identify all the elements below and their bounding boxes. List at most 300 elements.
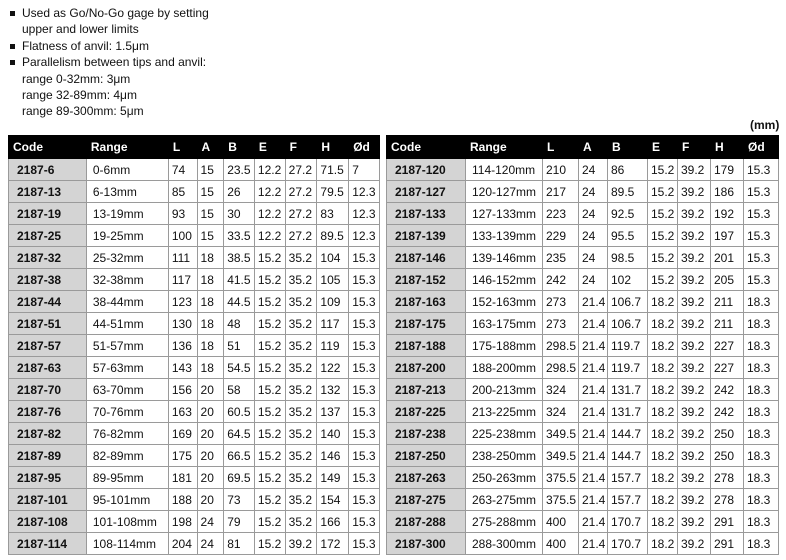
cell-f: 39.2	[678, 181, 711, 203]
cell-e: 15.2	[254, 313, 285, 335]
cell-od: 15.3	[349, 247, 380, 269]
cell-f: 39.2	[678, 511, 711, 533]
cell-od: 7	[349, 159, 380, 181]
cell-code: 2187-38	[9, 269, 87, 291]
cell-od: 15.3	[744, 247, 779, 269]
cell-od: 18.3	[744, 335, 779, 357]
cell-range: 63-70mm	[86, 379, 168, 401]
col-header-a: A	[579, 136, 608, 159]
cell-a: 18	[197, 269, 224, 291]
cell-range: 225-238mm	[466, 423, 543, 445]
cell-h: 122	[317, 357, 349, 379]
col-header-range: Range	[86, 136, 168, 159]
cell-e: 15.2	[254, 291, 285, 313]
cell-b: 33.5	[224, 225, 255, 247]
cell-b: 119.7	[608, 335, 648, 357]
cell-b: 79	[224, 511, 255, 533]
cell-b: 73	[224, 489, 255, 511]
cell-e: 18.2	[648, 291, 678, 313]
cell-f: 39.2	[678, 247, 711, 269]
cell-h: 149	[317, 467, 349, 489]
table-row	[387, 313, 779, 335]
cell-l: 349.5	[543, 445, 579, 467]
cell-range: 89-95mm	[86, 467, 168, 489]
cell-code: 2187-19	[9, 203, 87, 225]
bullet-icon	[10, 11, 15, 16]
cell-code: 2187-114	[9, 533, 87, 555]
cell-od: 18.3	[744, 489, 779, 511]
cell-code: 2187-13	[9, 181, 87, 203]
cell-h: 154	[317, 489, 349, 511]
cell-od: 18.3	[744, 511, 779, 533]
cell-code: 2187-225	[387, 401, 466, 423]
cell-od: 12.3	[349, 225, 380, 247]
cell-l: 130	[168, 313, 197, 335]
cell-e: 18.2	[648, 379, 678, 401]
cell-l: 74	[168, 159, 197, 181]
cell-f: 39.2	[678, 445, 711, 467]
cell-b: 26	[224, 181, 255, 203]
cell-code: 2187-51	[9, 313, 87, 335]
cell-b: 95.5	[608, 225, 648, 247]
cell-range: 114-120mm	[466, 159, 543, 181]
cell-f: 35.2	[285, 511, 317, 533]
cell-b: 66.5	[224, 445, 255, 467]
cell-f: 39.2	[678, 335, 711, 357]
cell-l: 242	[543, 269, 579, 291]
cell-range: 146-152mm	[466, 269, 543, 291]
cell-code: 2187-139	[387, 225, 466, 247]
table-row	[9, 159, 380, 181]
note-line: Parallelism between tips and anvil:	[22, 55, 207, 70]
cell-od: 18.3	[744, 467, 779, 489]
cell-od: 15.3	[349, 533, 380, 555]
cell-f: 39.2	[678, 489, 711, 511]
table-row	[387, 291, 779, 313]
cell-code: 2187-250	[387, 445, 466, 467]
cell-od: 15.3	[744, 181, 779, 203]
table-row	[9, 181, 380, 203]
cell-l: 123	[168, 291, 197, 313]
cell-f: 35.2	[285, 291, 317, 313]
cell-f: 35.2	[285, 335, 317, 357]
col-header-l: L	[543, 136, 579, 159]
cell-a: 18	[197, 291, 224, 313]
cell-e: 12.2	[254, 225, 285, 247]
cell-od: 15.3	[349, 423, 380, 445]
cell-b: 54.5	[224, 357, 255, 379]
cell-e: 15.2	[648, 181, 678, 203]
cell-e: 12.2	[254, 181, 285, 203]
cell-h: 291	[711, 533, 744, 555]
note-line: range 89-300mm: 5μm	[22, 104, 144, 119]
note-line: upper and lower limits	[22, 22, 139, 37]
cell-b: 119.7	[608, 357, 648, 379]
cell-od: 12.3	[349, 203, 380, 225]
cell-f: 35.2	[285, 445, 317, 467]
cell-range: 101-108mm	[86, 511, 168, 533]
cell-b: 92.5	[608, 203, 648, 225]
cell-l: 273	[543, 313, 579, 335]
unit-label: (mm)	[750, 118, 780, 132]
cell-code: 2187-101	[9, 489, 87, 511]
cell-b: 58	[224, 379, 255, 401]
cell-a: 21.4	[579, 379, 608, 401]
table-row	[387, 379, 779, 401]
cell-code: 2187-127	[387, 181, 466, 203]
cell-a: 21.4	[579, 489, 608, 511]
cell-e: 15.2	[254, 533, 285, 555]
cell-code: 2187-108	[9, 511, 87, 533]
table-row	[9, 445, 380, 467]
cell-b: 48	[224, 313, 255, 335]
cell-l: 156	[168, 379, 197, 401]
cell-b: 131.7	[608, 379, 648, 401]
col-header-e: E	[648, 136, 678, 159]
cell-f: 35.2	[285, 467, 317, 489]
col-header-od: Ød	[349, 136, 380, 159]
cell-od: 18.3	[744, 401, 779, 423]
cell-h: 172	[317, 533, 349, 555]
cell-range: 152-163mm	[466, 291, 543, 313]
table-row	[9, 269, 380, 291]
cell-l: 188	[168, 489, 197, 511]
cell-l: 143	[168, 357, 197, 379]
cell-h: 119	[317, 335, 349, 357]
cell-e: 15.2	[254, 423, 285, 445]
cell-l: 229	[543, 225, 579, 247]
cell-od: 15.3	[349, 269, 380, 291]
table-row	[9, 489, 380, 511]
table-row	[387, 467, 779, 489]
cell-b: 69.5	[224, 467, 255, 489]
col-header-l: L	[168, 136, 197, 159]
cell-l: 163	[168, 401, 197, 423]
cell-range: 95-101mm	[86, 489, 168, 511]
cell-e: 15.2	[254, 269, 285, 291]
bullet-icon	[10, 44, 15, 49]
cell-code: 2187-70	[9, 379, 87, 401]
table-row	[387, 203, 779, 225]
cell-od: 18.3	[744, 379, 779, 401]
cell-l: 400	[543, 533, 579, 555]
cell-a: 21.4	[579, 533, 608, 555]
cell-a: 21.4	[579, 423, 608, 445]
cell-b: 89.5	[608, 181, 648, 203]
cell-b: 157.7	[608, 489, 648, 511]
cell-od: 18.3	[744, 445, 779, 467]
cell-od: 15.3	[349, 445, 380, 467]
cell-f: 35.2	[285, 489, 317, 511]
cell-a: 24	[579, 269, 608, 291]
spec-table-right	[386, 135, 779, 555]
cell-l: 181	[168, 467, 197, 489]
cell-l: 349.5	[543, 423, 579, 445]
cell-range: 127-133mm	[466, 203, 543, 225]
cell-l: 375.5	[543, 489, 579, 511]
col-header-b: B	[224, 136, 255, 159]
cell-b: 44.5	[224, 291, 255, 313]
cell-b: 131.7	[608, 401, 648, 423]
col-header-code: Code	[9, 136, 87, 159]
cell-code: 2187-25	[9, 225, 87, 247]
cell-f: 35.2	[285, 269, 317, 291]
cell-e: 18.2	[648, 533, 678, 555]
cell-a: 24	[579, 247, 608, 269]
cell-l: 210	[543, 159, 579, 181]
cell-f: 35.2	[285, 313, 317, 335]
bullet-icon	[10, 60, 15, 65]
cell-a: 21.4	[579, 445, 608, 467]
cell-code: 2187-163	[387, 291, 466, 313]
table-row	[387, 511, 779, 533]
col-header-h: H	[317, 136, 349, 159]
table-row	[387, 445, 779, 467]
note-line: Flatness of anvil: 1.5μm	[22, 38, 149, 53]
cell-b: 60.5	[224, 401, 255, 423]
cell-b: 41.5	[224, 269, 255, 291]
cell-h: 83	[317, 203, 349, 225]
cell-a: 24	[579, 203, 608, 225]
cell-od: 18.3	[744, 313, 779, 335]
cell-e: 18.2	[648, 401, 678, 423]
table-row	[387, 489, 779, 511]
cell-a: 24	[579, 225, 608, 247]
table-row	[387, 181, 779, 203]
cell-h: 201	[711, 247, 744, 269]
cell-h: 89.5	[317, 225, 349, 247]
cell-code: 2187-6	[9, 159, 87, 181]
note-item-go-nogo	[8, 5, 209, 38]
cell-l: 169	[168, 423, 197, 445]
cell-b: 144.7	[608, 423, 648, 445]
table-row	[387, 401, 779, 423]
cell-a: 18	[197, 357, 224, 379]
cell-l: 217	[543, 181, 579, 203]
cell-range: 250-263mm	[466, 467, 543, 489]
table-row	[9, 511, 380, 533]
cell-code: 2187-213	[387, 379, 466, 401]
cell-h: 104	[317, 247, 349, 269]
cell-e: 15.2	[648, 269, 678, 291]
cell-h: 117	[317, 313, 349, 335]
cell-code: 2187-32	[9, 247, 87, 269]
cell-code: 2187-57	[9, 335, 87, 357]
cell-b: 106.7	[608, 291, 648, 313]
table-row	[9, 379, 380, 401]
table-row	[9, 313, 380, 335]
cell-od: 18.3	[744, 291, 779, 313]
cell-range: 57-63mm	[86, 357, 168, 379]
cell-code: 2187-300	[387, 533, 466, 555]
cell-a: 21.4	[579, 291, 608, 313]
cell-code: 2187-238	[387, 423, 466, 445]
cell-od: 15.3	[349, 511, 380, 533]
cell-h: 211	[711, 291, 744, 313]
cell-l: 324	[543, 379, 579, 401]
cell-l: 298.5	[543, 335, 579, 357]
cell-a: 18	[197, 335, 224, 357]
cell-e: 15.2	[254, 489, 285, 511]
col-header-e: E	[254, 136, 285, 159]
cell-a: 18	[197, 247, 224, 269]
cell-code: 2187-288	[387, 511, 466, 533]
header-row	[387, 136, 779, 159]
cell-e: 15.2	[254, 401, 285, 423]
cell-a: 24	[579, 159, 608, 181]
table-row	[387, 335, 779, 357]
cell-od: 15.3	[349, 291, 380, 313]
cell-od: 15.3	[744, 159, 779, 181]
cell-f: 35.2	[285, 357, 317, 379]
note-line: range 0-32mm: 3μm	[22, 71, 131, 86]
cell-a: 15	[197, 203, 224, 225]
col-header-f: F	[285, 136, 317, 159]
col-header-range: Range	[466, 136, 543, 159]
cell-a: 15	[197, 181, 224, 203]
cell-b: 106.7	[608, 313, 648, 335]
cell-range: 51-57mm	[86, 335, 168, 357]
col-header-od: Ød	[744, 136, 779, 159]
cell-f: 27.2	[285, 203, 317, 225]
header-row	[9, 136, 380, 159]
cell-f: 39.2	[678, 313, 711, 335]
cell-h: 79.5	[317, 181, 349, 203]
cell-a: 21.4	[579, 401, 608, 423]
cell-code: 2187-133	[387, 203, 466, 225]
cell-range: 263-275mm	[466, 489, 543, 511]
col-header-b: B	[608, 136, 648, 159]
cell-h: 71.5	[317, 159, 349, 181]
cell-l: 100	[168, 225, 197, 247]
cell-h: 105	[317, 269, 349, 291]
table-row	[9, 335, 380, 357]
cell-od: 15.3	[349, 401, 380, 423]
cell-l: 175	[168, 445, 197, 467]
note-item-flatness	[8, 38, 209, 54]
cell-range: 200-213mm	[466, 379, 543, 401]
table-row	[387, 247, 779, 269]
cell-e: 15.2	[254, 335, 285, 357]
cell-h: 291	[711, 511, 744, 533]
table-row	[387, 269, 779, 291]
cell-f: 35.2	[285, 247, 317, 269]
cell-od: 15.3	[349, 489, 380, 511]
cell-f: 35.2	[285, 379, 317, 401]
table-row	[9, 357, 380, 379]
cell-code: 2187-175	[387, 313, 466, 335]
cell-od: 12.3	[349, 181, 380, 203]
cell-f: 39.2	[678, 225, 711, 247]
cell-b: 86	[608, 159, 648, 181]
cell-range: 13-19mm	[86, 203, 168, 225]
cell-f: 39.2	[678, 423, 711, 445]
cell-e: 18.2	[648, 423, 678, 445]
cell-b: 38.5	[224, 247, 255, 269]
table-row	[9, 203, 380, 225]
cell-code: 2187-200	[387, 357, 466, 379]
cell-code: 2187-76	[9, 401, 87, 423]
cell-range: 25-32mm	[86, 247, 168, 269]
cell-l: 235	[543, 247, 579, 269]
cell-e: 15.2	[254, 379, 285, 401]
cell-f: 27.2	[285, 181, 317, 203]
cell-code: 2187-120	[387, 159, 466, 181]
cell-code: 2187-63	[9, 357, 87, 379]
cell-h: 132	[317, 379, 349, 401]
cell-h: 109	[317, 291, 349, 313]
cell-e: 18.2	[648, 335, 678, 357]
cell-l: 204	[168, 533, 197, 555]
cell-a: 15	[197, 159, 224, 181]
cell-f: 39.2	[285, 533, 317, 555]
cell-range: 19-25mm	[86, 225, 168, 247]
cell-l: 117	[168, 269, 197, 291]
cell-od: 18.3	[744, 533, 779, 555]
cell-h: 166	[317, 511, 349, 533]
cell-l: 375.5	[543, 467, 579, 489]
cell-a: 18	[197, 313, 224, 335]
table-row	[387, 423, 779, 445]
cell-code: 2187-82	[9, 423, 87, 445]
cell-e: 18.2	[648, 313, 678, 335]
cell-h: 140	[317, 423, 349, 445]
cell-f: 39.2	[678, 379, 711, 401]
cell-a: 20	[197, 379, 224, 401]
cell-code: 2187-152	[387, 269, 466, 291]
table-row	[9, 423, 380, 445]
cell-f: 39.2	[678, 401, 711, 423]
cell-l: 223	[543, 203, 579, 225]
cell-od: 15.3	[744, 203, 779, 225]
cell-l: 273	[543, 291, 579, 313]
note-line: range 32-89mm: 4μm	[22, 88, 137, 103]
cell-code: 2187-146	[387, 247, 466, 269]
cell-h: 192	[711, 203, 744, 225]
cell-b: 81	[224, 533, 255, 555]
cell-e: 18.2	[648, 511, 678, 533]
cell-od: 18.3	[744, 357, 779, 379]
cell-h: 227	[711, 357, 744, 379]
cell-e: 15.2	[254, 357, 285, 379]
cell-h: 179	[711, 159, 744, 181]
cell-h: 211	[711, 313, 744, 335]
cell-a: 20	[197, 445, 224, 467]
cell-f: 39.2	[678, 203, 711, 225]
cell-e: 18.2	[648, 467, 678, 489]
cell-range: 108-114mm	[86, 533, 168, 555]
cell-range: 213-225mm	[466, 401, 543, 423]
cell-e: 15.2	[648, 203, 678, 225]
feature-notes	[8, 5, 209, 120]
cell-code: 2187-89	[9, 445, 87, 467]
table-row	[387, 225, 779, 247]
cell-f: 39.2	[678, 467, 711, 489]
cell-b: 102	[608, 269, 648, 291]
cell-e: 15.2	[648, 159, 678, 181]
cell-a: 15	[197, 225, 224, 247]
cell-l: 85	[168, 181, 197, 203]
table-row	[9, 247, 380, 269]
cell-e: 18.2	[648, 489, 678, 511]
cell-range: 175-188mm	[466, 335, 543, 357]
spec-table-left	[8, 135, 380, 555]
cell-od: 15.3	[349, 379, 380, 401]
cell-code: 2187-95	[9, 467, 87, 489]
cell-b: 144.7	[608, 445, 648, 467]
cell-f: 39.2	[678, 159, 711, 181]
cell-od: 15.3	[349, 467, 380, 489]
